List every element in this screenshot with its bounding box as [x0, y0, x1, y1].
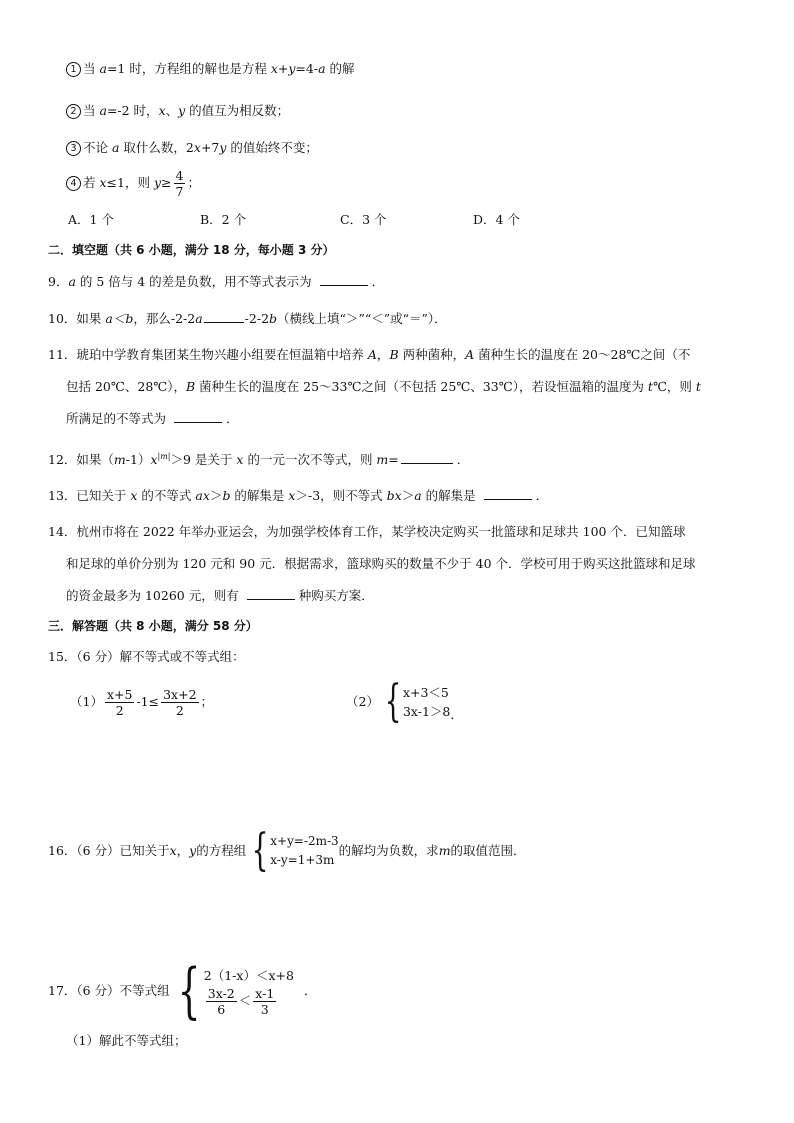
fraction: $\frac{x+5}{2}$ [106, 687, 133, 718]
question-11-line-1: 11．琥珀中学教育集团某生物兴趣小组要在恒温箱中培养 A，B 两种菌种，A 菌种生长的温度在 20～28℃之间（不 [48, 347, 691, 362]
question-10: 10．如果 a＜b，那么-2-2a -2-2b（横线上填“＞”“＜”或“＝”）． [48, 311, 447, 326]
question-11-line-2: 包括 20℃、28℃），B 菌种生长的温度在 25～33℃之间（不包括 25℃、33℃），若设恒温箱的温度为 t℃，则 t [66, 379, 701, 394]
left-brace: { [251, 825, 269, 876]
circled-number: 3 [66, 141, 81, 156]
fraction: $\frac{3x+2}{2}$ [163, 687, 197, 718]
question-15-part-1: （1） $\frac{x+5}{2}$ -1≤ $\frac{3x+2}{2}$ ； [70, 687, 214, 718]
equation-system: 2（1-x）＜x+8 $\frac{3x-2}{6}$ ＜ $\frac{x-1}{3}$ [203, 967, 294, 1017]
statement-3: 3 不论 a 取什么数，2x+7y 的值始终不变； [66, 139, 318, 157]
fraction: $\frac{4}{7}$ [175, 168, 184, 199]
left-brace: { [177, 956, 201, 1026]
answer-blank[interactable] [204, 310, 244, 323]
question-12: 12．如果$(m-1)x^{|m|}>9$ 是关于 x 的一元一次不等式，则 m= ． [48, 452, 470, 468]
question-14-line-1: 14．杭州市将在 2022 年举办亚运会，为加强学校体育工作，某学校决定购买一批篮球和足球共 100 个．已知篮球 [48, 524, 686, 539]
fraction: $\frac{x-1}{3}$ [255, 985, 275, 1017]
circled-number: 2 [66, 104, 81, 119]
question-9: 9．a 的 5 倍与 4 的差是负数，用不等式表示为 ． [48, 274, 385, 289]
statement-4: 4 若 x≤1，则 y≥ $\frac{4}{7}$ ； [66, 166, 200, 200]
answer-blank[interactable] [247, 587, 295, 600]
fraction: $\frac{3x-2}{6}$ [207, 985, 235, 1017]
option-d[interactable]: D．4 个 [473, 212, 520, 227]
statement-2: 2 当 a=-2 时，x、y 的值互为相反数； [66, 102, 289, 120]
circled-number: 4 [66, 176, 81, 191]
question-14-line-2: 和足球的单价分别为 120 元和 90 元．根据需求，篮球购买的数量不少于 40 个．学校可用于购买这批篮球和足球 [66, 556, 696, 571]
equation-system: x+y=-2m-3 x-y=1+3m [270, 834, 339, 867]
question-17-part-1: （1）解此不等式组； [66, 1033, 187, 1048]
equation-system: x+3＜5 3x-1＞8 [402, 685, 451, 719]
answer-blank[interactable] [174, 410, 222, 423]
answer-blank[interactable] [484, 487, 532, 500]
answer-blank[interactable] [401, 451, 453, 464]
left-brace: { [384, 676, 402, 727]
section-heading-answer: 三．解答题（共 8 小题，满分 58 分） [48, 619, 258, 633]
question-13: 13．已知关于 x 的不等式 ax＞b 的解集是 x＞-3，则不等式 bx＞a 的解集是 ． [48, 488, 549, 503]
question-15-title: 15．（6 分）解不等式或不等式组： [48, 649, 245, 664]
option-a[interactable]: A．1 个 [68, 212, 114, 227]
question-15-part-2: （2） { x+3＜5 3x-1＞8 ． [346, 676, 463, 727]
option-c[interactable]: C．3 个 [340, 212, 387, 227]
section-heading-fill-blank: 二．填空题（共 6 小题，满分 18 分，每小题 3 分） [48, 243, 335, 257]
circled-number: 1 [66, 62, 81, 77]
question-14-line-3: 的资金最多为 10260 元，则有 种购买方案． [66, 588, 374, 603]
statement-1: 1 当 a=1 时，方程组的解也是方程 x+y=4-a 的解 [66, 60, 355, 78]
question-11-line-3: 所满足的不等式为 ． [66, 411, 239, 426]
answer-blank[interactable] [320, 273, 368, 286]
option-b[interactable]: B．2 个 [200, 212, 247, 227]
question-16: 16．（6 分）已知关于 x ， y 的方程组 { x+y=-2m-3 x-y=1+3m 的解均为负数，求 m 的取值范围． [48, 825, 526, 876]
question-17: 17．（6 分）不等式组 { 2（1-x）＜x+8 $\frac{3x-2}{6}$ ＜ $\frac{x-1}{3}$ ． [48, 956, 317, 1026]
